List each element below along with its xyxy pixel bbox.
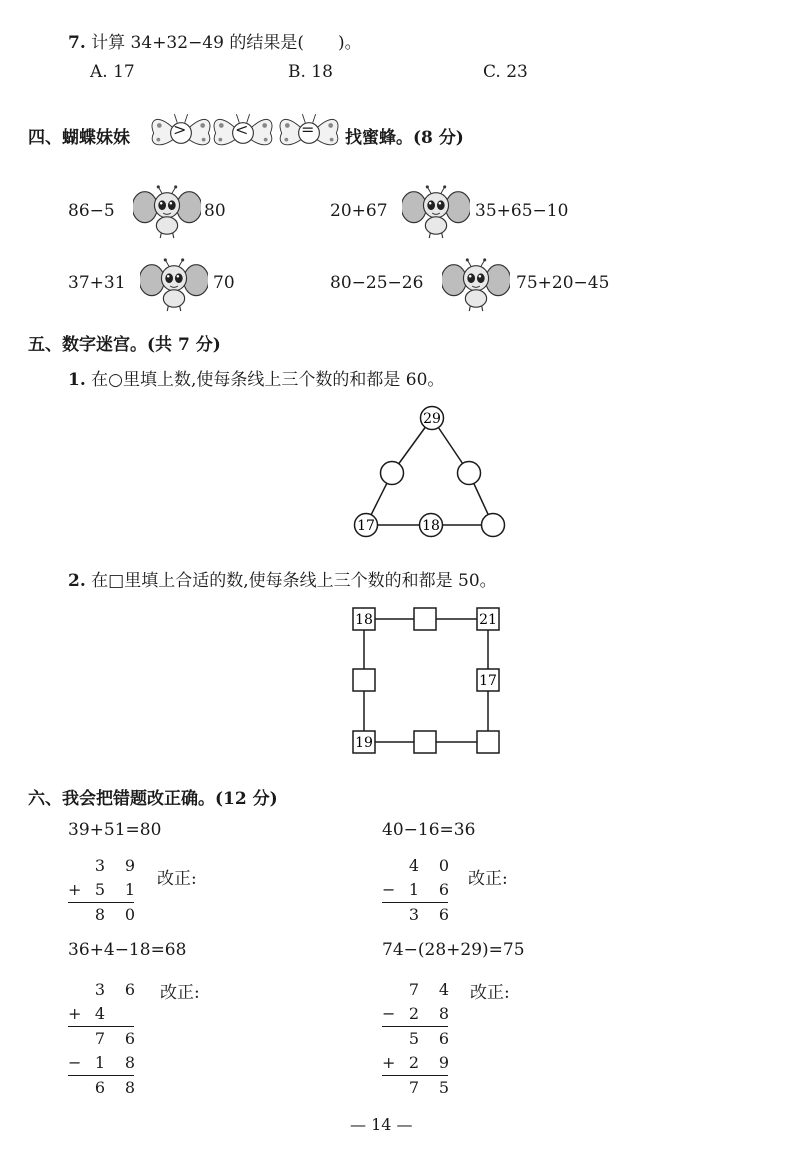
bee-icon[interactable] — [133, 184, 201, 240]
triangle-diagram — [348, 402, 518, 542]
digit: 3 — [94, 980, 106, 999]
circle-bottom-mid-value: 18 — [422, 518, 440, 534]
question-text: 计算 34+32−49 的结果是( )。 — [91, 33, 362, 53]
operator: + — [68, 1004, 82, 1023]
circle-bottom-right[interactable] — [482, 514, 505, 537]
digit: 5 — [94, 880, 106, 899]
digit: 9 — [438, 1053, 450, 1072]
circle-mid-right[interactable] — [458, 462, 481, 485]
maze-problem-1 — [68, 365, 444, 390]
digit: 6 — [438, 1029, 450, 1048]
box-top-mid[interactable] — [414, 608, 436, 630]
digit: 2 — [408, 1004, 420, 1023]
bee-icon[interactable] — [402, 184, 470, 240]
digit: 6 — [438, 880, 450, 899]
compare-1-left: 86−5 — [68, 201, 115, 221]
butterfly-greater — [148, 110, 214, 156]
digit: 0 — [124, 905, 136, 924]
circle-top[interactable] — [421, 407, 444, 430]
box-mid-right[interactable] — [477, 669, 499, 691]
digit: 4 — [408, 856, 420, 875]
digit: 8 — [124, 1078, 136, 1097]
square-diagram — [348, 602, 508, 762]
digit: 7 — [94, 1029, 106, 1048]
butterfly-equal — [276, 110, 342, 156]
box-top-left-value: 18 — [355, 612, 373, 628]
section-4-title: 四、蝴蝶妹妹 — [28, 128, 130, 148]
digit: 6 — [438, 905, 450, 924]
question-number: 7. — [68, 33, 86, 53]
option-c: C. 23 — [483, 62, 528, 82]
digit: 5 — [408, 1029, 420, 1048]
wrong-equation-3: 36+4−18=68 — [68, 940, 187, 960]
digit: 7 — [408, 980, 420, 999]
box-mid-left[interactable] — [353, 669, 375, 691]
problem-number: 1. — [68, 370, 86, 390]
wrong-equation-2: 40−16=36 — [382, 820, 476, 840]
vertical-calc-2 — [382, 854, 459, 927]
digit: 1 — [94, 1053, 106, 1072]
digit: 4 — [438, 980, 450, 999]
digit: 5 — [438, 1078, 450, 1097]
compare-2-left: 20+67 — [330, 201, 388, 221]
digit: 6 — [124, 1029, 136, 1048]
digit: 3 — [408, 905, 420, 924]
wrong-equation-4: 74−(28+29)=75 — [382, 940, 525, 960]
operator: − — [68, 1053, 82, 1072]
maze-problem-2 — [68, 566, 497, 591]
question-7 — [68, 28, 362, 53]
circle-bottom-left-value: 17 — [357, 518, 375, 534]
correction-label-3: 改正: — [160, 983, 200, 1003]
symbol-greater: > — [173, 120, 187, 139]
compare-3-right: 70 — [213, 273, 235, 293]
page-number: — 14 — — [350, 1115, 413, 1134]
box-top-left[interactable] — [353, 608, 375, 630]
digit: 2 — [408, 1053, 420, 1072]
vertical-calc-4 — [382, 978, 459, 1100]
digit: 1 — [408, 880, 420, 899]
circle-bottom-left[interactable] — [355, 514, 378, 537]
digit: 0 — [438, 856, 450, 875]
correction-label-1: 改正: — [157, 869, 197, 889]
bee-icon[interactable] — [442, 257, 510, 313]
correction-label-2: 改正: — [468, 869, 508, 889]
correction-label-4: 改正: — [470, 983, 510, 1003]
box-mid-right-value: 17 — [479, 673, 497, 689]
digit: 7 — [408, 1078, 420, 1097]
box-bottom-left[interactable] — [353, 731, 375, 753]
digit — [115, 1002, 145, 1026]
digit: 1 — [124, 880, 136, 899]
digit: 6 — [94, 1078, 106, 1097]
bee-icon[interactable] — [140, 257, 208, 313]
digit: 6 — [124, 980, 136, 999]
operator: − — [382, 1004, 396, 1023]
circle-mid-left[interactable] — [381, 462, 404, 485]
compare-1-right: 80 — [204, 201, 226, 221]
symbol-equal: = — [301, 120, 315, 139]
symbol-less: < — [235, 120, 249, 139]
digit: 8 — [94, 905, 106, 924]
wrong-equation-1: 39+51=80 — [68, 820, 162, 840]
section-4-tail: 找蜜蜂。(8 分) — [345, 128, 464, 148]
box-bottom-left-value: 19 — [355, 735, 373, 751]
vertical-calc-1 — [68, 854, 145, 927]
digit: 8 — [438, 1004, 450, 1023]
digit: 4 — [94, 1004, 106, 1023]
compare-4-right: 75+20−45 — [516, 273, 610, 293]
butterfly-less — [210, 110, 276, 156]
section-6-title: 六、我会把错题改正确。(12 分) — [28, 789, 278, 809]
digit: 9 — [124, 856, 136, 875]
box-top-right[interactable] — [477, 608, 499, 630]
box-bottom-mid[interactable] — [414, 731, 436, 753]
digit: 8 — [124, 1053, 136, 1072]
compare-3-left: 37+31 — [68, 273, 126, 293]
section-5-title: 五、数字迷宫。(共 7 分) — [28, 335, 221, 355]
circle-bottom-mid[interactable] — [420, 514, 443, 537]
option-b: B. 18 — [288, 62, 333, 82]
box-top-right-value: 21 — [479, 612, 497, 628]
problem-number: 2. — [68, 571, 86, 591]
digit: 3 — [94, 856, 106, 875]
operator: − — [382, 880, 396, 899]
circle-top-value: 29 — [423, 411, 441, 427]
operator: + — [382, 1053, 396, 1072]
operator: + — [68, 880, 82, 899]
vertical-calc-3 — [68, 978, 145, 1100]
problem-text: 在□里填上合适的数,使每条线上三个数的和都是 50。 — [91, 571, 497, 591]
compare-2-right: 35+65−10 — [475, 201, 569, 221]
box-bottom-right[interactable] — [477, 731, 499, 753]
option-a: A. 17 — [90, 62, 135, 82]
problem-text: 在○里填上数,使每条线上三个数的和都是 60。 — [91, 370, 445, 390]
compare-4-left: 80−25−26 — [330, 273, 424, 293]
